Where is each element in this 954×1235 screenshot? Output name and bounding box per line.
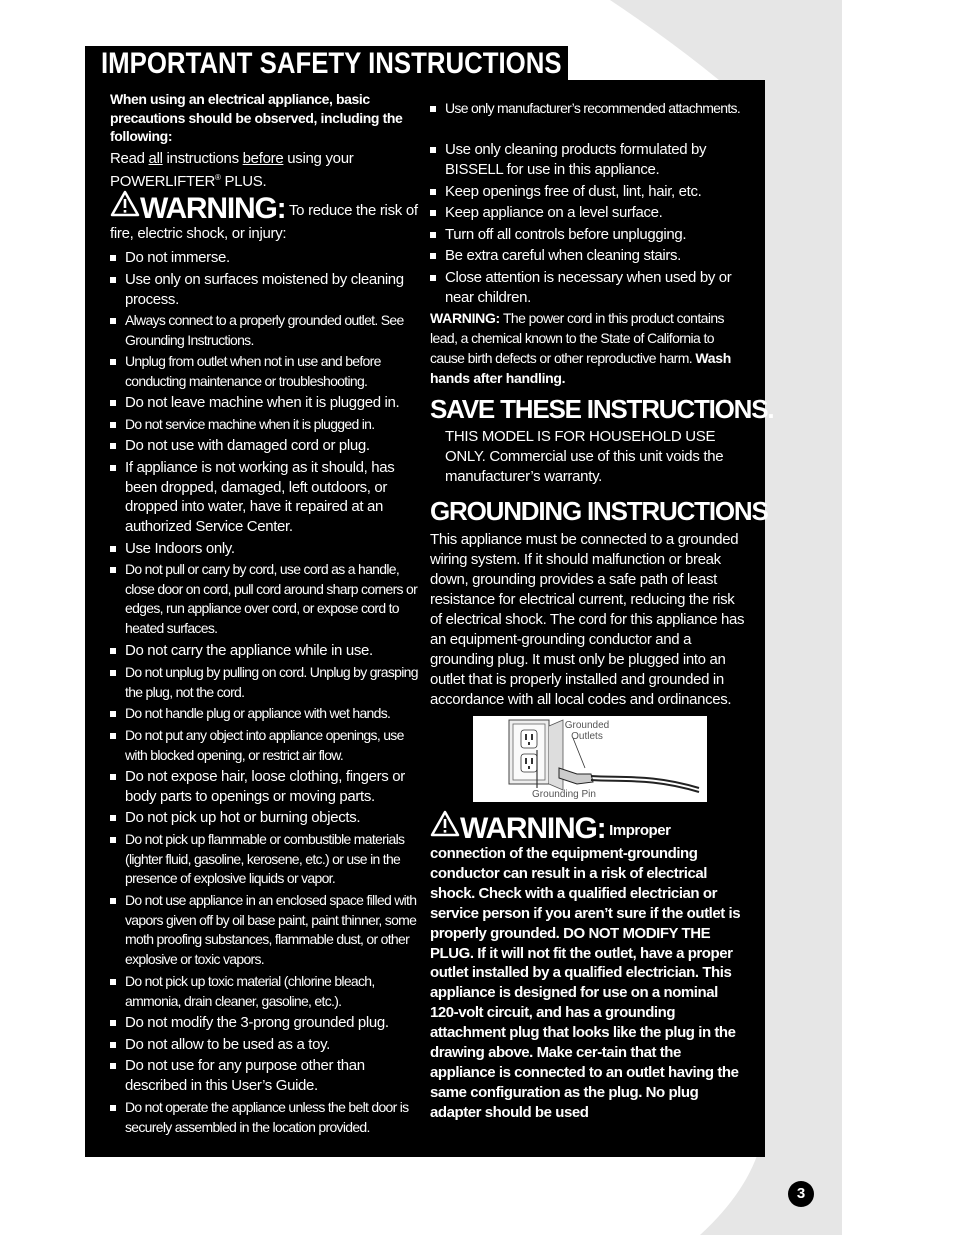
warning-intro bbox=[110, 190, 418, 244]
list-item: Do not pick up flammable or combustible materials (lighter fluid, gasoline, kerosene, etc.) or use in the presence of explosive liquids or vapor. bbox=[110, 830, 418, 889]
list-item: Unplug from outlet when not in use and before conducting maintenance or troubleshooting. bbox=[110, 352, 418, 391]
read-text-1: Read bbox=[110, 150, 149, 167]
read-text-before: before bbox=[242, 150, 284, 167]
cord-warning-text: The power cord in this product contains lead, a chemical known to the State of California to cause birth defects or other reproductive harm. bbox=[430, 310, 724, 366]
grounded-outlets-label bbox=[561, 720, 613, 742]
grounding-pin-label: Grounding Pin bbox=[532, 789, 596, 800]
list-item: Always connect to a properly grounded outlet. See Grounding Instructions. bbox=[110, 311, 418, 350]
list-item: Do not carry the appliance while in use. bbox=[110, 641, 418, 661]
warning-text: Improper connection of the equipment-grounding conductor can result in a risk of electrical shock. Check with a qualified electrician or service person if you aren’t sure if the outlet is properly grounded. DO NOT MODIFY THE PLUG. If it will not fit the outlet, have a proper outlet installed by a qualified electrician. This appliance is designed for use on a nominal 120-volt circuit, and has a grounding attachment plug that looks like the plug in the drawing above. Make cer-tain that the appliance is connected to an outlet having the same configuration as the plug. No plug adapter should be used bbox=[430, 822, 741, 1121]
grounded-outlet-illustration bbox=[473, 716, 707, 802]
list-item: Do not unplug by pulling on cord. Unplug by grasping the plug, not the cord. bbox=[110, 663, 418, 702]
outlets-label: Outlets bbox=[571, 731, 603, 742]
list-item: Do not operate the appliance unless the belt door is securely assembled in the location provided. bbox=[110, 1098, 418, 1137]
list-item: Use only on surfaces moistened by cleaning process. bbox=[110, 270, 418, 309]
list-item: Do not immerse. bbox=[110, 248, 418, 268]
list-item: Use Indoors only. bbox=[110, 539, 418, 559]
cord-lead-warning bbox=[430, 308, 746, 388]
list-item: Keep appliance on a level surface. bbox=[430, 203, 746, 223]
save-instructions-heading: SAVE THESE INSTRUCTIONS. bbox=[430, 394, 774, 424]
list-item: Do not service machine when it is plugged in. bbox=[110, 415, 418, 435]
list-item: Keep openings free of dust, lint, hair, etc. bbox=[430, 182, 746, 202]
list-item: Do not allow to be used as a toy. bbox=[110, 1035, 418, 1055]
warning-label: WARNING: bbox=[460, 812, 606, 845]
list-item: Do not pick up toxic material (chlorine bleach, ammonia, drain cleaner, gasoline, etc.). bbox=[110, 972, 418, 1011]
grounding-heading: GROUNDING INSTRUCTIONS bbox=[430, 496, 768, 526]
intro-precautions: When using an electrical appliance, basic precautions should be observed, including the following: bbox=[110, 91, 403, 144]
list-item: Use only manufacturer’s recommended attachments. bbox=[430, 99, 746, 119]
list-item: If appliance is not working as it should, has been dropped, damaged, left outdoors, or dropped into water, have it repaired at an authorized Service Center. bbox=[110, 458, 418, 536]
list-item: Do not put any object into appliance openings, use with blocked opening, or restrict air flow. bbox=[110, 726, 418, 765]
list-item: Turn off all controls before unplugging. bbox=[430, 225, 746, 245]
list-item: Close attention is necessary when used by or near children. bbox=[430, 268, 746, 307]
wash-hands-note: Wash hands after handling. bbox=[430, 350, 731, 386]
list-item: Do not leave machine when it is plugged in. bbox=[110, 393, 418, 413]
read-text-2: instructions bbox=[162, 150, 243, 167]
warning-triangle-icon bbox=[110, 190, 140, 217]
read-text-3: using your POWERLIFTER bbox=[110, 150, 354, 190]
read-text-4: PLUS. bbox=[220, 173, 267, 190]
improper-connection-warning bbox=[430, 810, 746, 1123]
warning-label: WARNING: bbox=[140, 192, 286, 225]
list-item: Do not pull or carry by cord, use cord as a handle, close door on cord, pull cord around sharp corners or edges, run appliance over cord, or expose cord to heated surfaces. bbox=[110, 560, 418, 638]
list-item: Do not pick up hot or burning objects. bbox=[110, 808, 418, 828]
list-item: Do not handle plug or appliance with wet hands. bbox=[110, 704, 418, 724]
page-number: 3 bbox=[788, 1181, 814, 1207]
list-item: Do not modify the 3-prong grounded plug. bbox=[110, 1013, 418, 1033]
list-item: Be extra careful when cleaning stairs. bbox=[430, 246, 746, 266]
list-item: Do not use for any purpose other than described in this User’s Guide. bbox=[110, 1056, 418, 1095]
instructions-panel bbox=[85, 80, 774, 1157]
list-item: Do not use with damaged cord or plug. bbox=[110, 436, 418, 456]
registered-mark: ® bbox=[215, 173, 221, 182]
cord-warning-label: WARNING: bbox=[430, 310, 500, 326]
list-item: Do not use appliance in an enclosed space filled with vapors given off by oil base paint, paint thinner, some moth proofing substances, flammable dust, or other explosive or toxic vapors. bbox=[110, 891, 418, 969]
warning-triangle-icon bbox=[430, 810, 460, 837]
read-text-all: all bbox=[148, 150, 163, 167]
grounded-label: Grounded bbox=[564, 720, 610, 731]
page-title: IMPORTANT SAFETY INSTRUCTIONS bbox=[101, 47, 562, 80]
intro-read-instructions bbox=[110, 149, 418, 191]
household-use-note: THIS MODEL IS FOR HOUSEHOLD USE ONLY. Commercial use of this unit voids the manufacturer’s warranty. bbox=[445, 428, 724, 485]
grounding-text: This appliance must be connected to a grounded wiring system. If it should malfunction or break down, grounding provides a safe path of least resistance for electrical current, reducing the risk of electrical shock. The cord for this appliance has an equipment-grounding conductor and a grounding plug. It must only be plugged into an outlet that is properly installed and grounded in accordance with all local codes and ordinances. bbox=[430, 531, 745, 708]
list-item: Use only cleaning products formulated by BISSELL for use in this appliance. bbox=[430, 140, 746, 179]
page-title-bar bbox=[85, 46, 568, 82]
list-item: Do not expose hair, loose clothing, fingers or body parts to openings or moving parts. bbox=[110, 767, 418, 806]
warning-text: To reduce the risk of fire, electric shock, or injury: bbox=[110, 202, 418, 242]
